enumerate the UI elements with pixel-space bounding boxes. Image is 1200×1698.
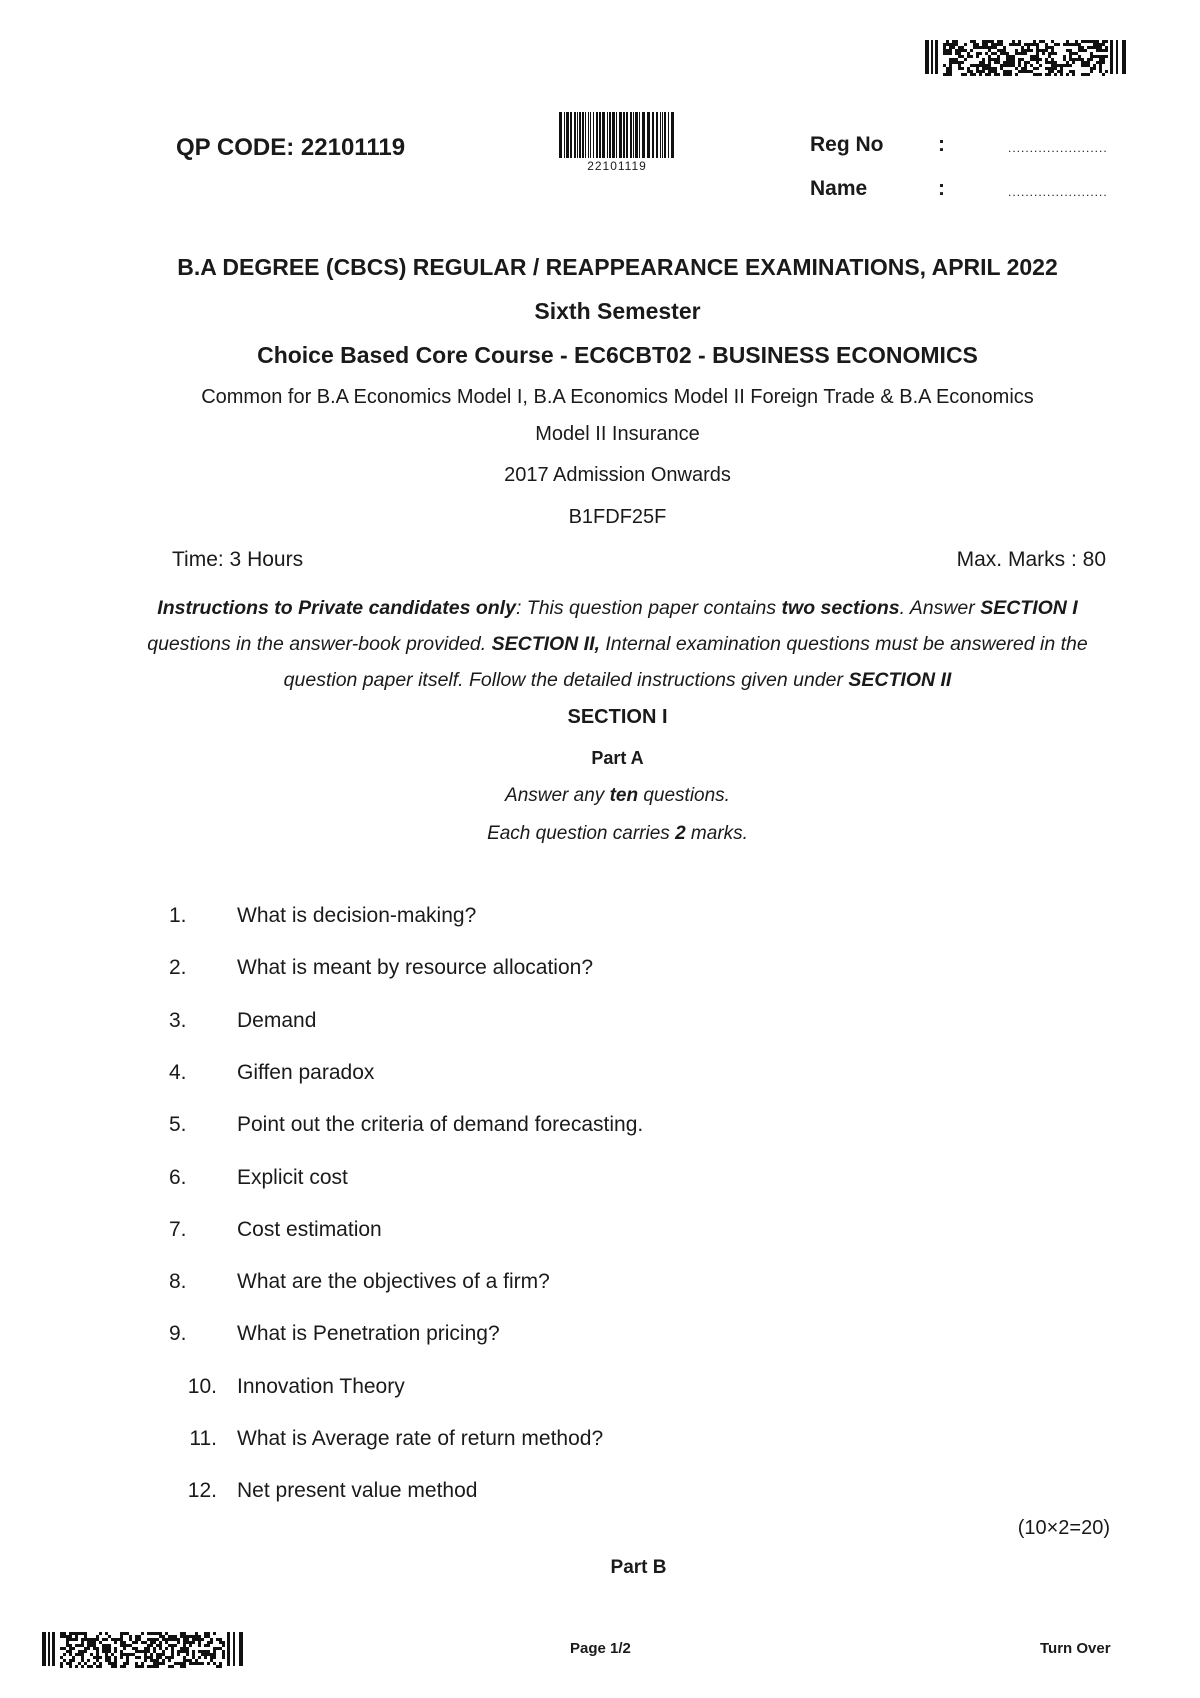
question-item <box>165 1009 316 1033</box>
question-text: Innovation Theory <box>237 1374 405 1398</box>
question-item <box>165 1113 643 1137</box>
question-item <box>165 1427 603 1451</box>
question-text: Net present value method <box>237 1479 478 1503</box>
name-row <box>810 177 1108 201</box>
answer-instruction <box>0 785 1200 807</box>
question-text: Demand <box>237 1008 317 1032</box>
instructions <box>130 590 1105 698</box>
question-text: What is meant by resource allocation? <box>237 956 594 980</box>
answer-pre: Answer any <box>505 785 610 806</box>
instructions-text-1: : This question paper contains <box>515 597 782 619</box>
question-text: Cost estimation <box>237 1217 382 1241</box>
answer-count: ten <box>609 785 639 806</box>
name-blank: ....................... <box>1008 185 1108 199</box>
question-number: 4. <box>169 1060 187 1084</box>
question-item <box>165 1375 405 1399</box>
question-item <box>165 1218 382 1242</box>
reg-no-colon: : <box>938 133 945 156</box>
question-number: 3. <box>169 1008 187 1032</box>
question-number: 9. <box>169 1322 187 1346</box>
marks-post: marks. <box>685 823 748 844</box>
question-text: Point out the criteria of demand forecasting. <box>237 1113 644 1137</box>
question-text: Explicit cost <box>237 1165 348 1189</box>
name-label: Name <box>810 177 868 200</box>
question-number: 7. <box>169 1217 187 1241</box>
question-number: 5. <box>169 1113 187 1137</box>
barcode-number: 22101119 <box>587 159 647 173</box>
question-number: 2. <box>169 956 187 980</box>
question-number: 10. <box>187 1374 217 1398</box>
marks-instruction <box>0 823 1200 845</box>
answer-post: questions. <box>638 785 730 806</box>
reg-no-row <box>810 133 1108 157</box>
instructions-text-3: questions in the answer-book provided. <box>147 633 492 655</box>
question-text: What is Penetration pricing? <box>237 1322 500 1346</box>
question-number: 12. <box>187 1479 217 1503</box>
page-number: Page 1/2 <box>570 1640 631 1657</box>
top-barcode <box>925 40 1130 74</box>
max-marks: Max. Marks : 80 <box>956 548 1106 571</box>
instructions-bold-2: SECTION I <box>980 597 1078 619</box>
instructions-heading: Instructions to Private candidates only <box>157 597 516 619</box>
marks-value: 2 <box>675 823 686 844</box>
question-item <box>165 1322 500 1346</box>
reg-no-label: Reg No <box>810 133 884 156</box>
question-item <box>165 904 476 928</box>
turn-over: Turn Over <box>1040 1640 1111 1657</box>
question-item <box>165 1061 374 1085</box>
question-text: What are the objectives of a firm? <box>237 1270 550 1294</box>
instructions-text-4: Internal examination questions must be answered in the question paper itself. Follow the detailed instructions given under <box>283 633 1088 691</box>
instructions-bold-4: SECTION II <box>848 669 952 691</box>
question-text: What is Average rate of return method? <box>237 1427 604 1450</box>
instructions-bold-3: SECTION II, <box>491 633 600 655</box>
semester: Sixth Semester <box>534 298 701 324</box>
reg-no-blank: ....................... <box>1008 141 1108 155</box>
center-barcode-bars <box>559 112 675 158</box>
course-title: Choice Based Core Course - EC6CBT02 - BUSINESS ECONOMICS <box>257 342 978 368</box>
time-allowed: Time: 3 Hours <box>172 548 304 571</box>
admission: 2017 Admission Onwards <box>504 464 731 486</box>
center-barcode <box>557 112 677 173</box>
instructions-text-2: . Answer <box>899 597 981 619</box>
marks-total: (10×2=20) <box>1017 1517 1110 1539</box>
question-text: Giffen paradox <box>237 1060 375 1084</box>
question-item <box>165 956 593 980</box>
instructions-bold-1: two sections <box>781 597 900 619</box>
section-title: SECTION I <box>567 706 668 728</box>
common-for-line2: Model II Insurance <box>535 423 700 445</box>
question-number: 1. <box>169 904 187 927</box>
qp-code: QP CODE: 22101119 <box>176 134 406 161</box>
exam-title: B.A DEGREE (CBCS) REGULAR / REAPPEARANCE EXAMINATIONS, APRIL 2022 <box>177 254 1058 280</box>
part-b-title: Part B <box>610 1557 667 1578</box>
name-colon: : <box>938 177 945 200</box>
common-for-line1: Common for B.A Economics Model I, B.A Economics Model II Foreign Trade & B.A Economics <box>201 386 1034 408</box>
question-number: 11. <box>189 1427 217 1450</box>
question-item <box>165 1479 477 1503</box>
part-a-title: Part A <box>591 748 644 768</box>
question-item <box>165 1166 348 1190</box>
marks-pre: Each question carries <box>487 823 676 844</box>
question-number: 8. <box>169 1270 187 1294</box>
question-text: What is decision-making? <box>237 904 477 927</box>
question-item <box>165 1270 550 1294</box>
question-number: 6. <box>169 1165 187 1189</box>
bottom-barcode <box>42 1632 247 1666</box>
paper-code: B1FDF25F <box>568 506 667 528</box>
